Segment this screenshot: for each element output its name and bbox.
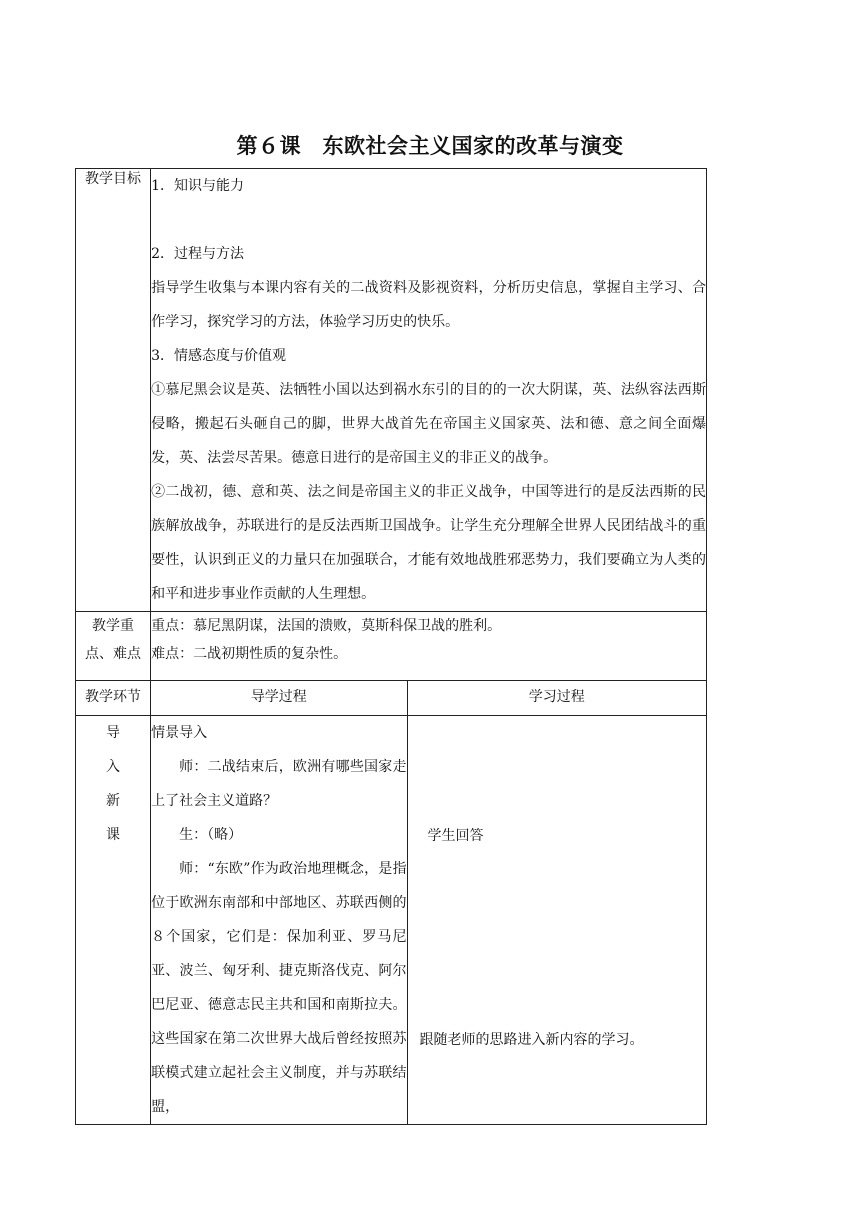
key-point: 重点：慕尼黑阴谋，法国的溃败，莫斯科保卫战的胜利。 bbox=[151, 618, 502, 634]
difficult-point: 难点：二战初期性质的复杂性。 bbox=[151, 646, 348, 662]
goal-attitude-text-1: ①慕尼黑会议是英、法牺牲小国以达到祸水东引的目的的一次大阴谋，英、法纵容法西斯侵略，搬起石头砸自己的脚，世界大战首先在帝国主义国家英、法和德、意之间全面爆发，英、法尝尽苦果。德意日进行的是帝国主义的非正义的战争。 bbox=[151, 382, 706, 466]
goal-process-text: 指导学生收集与本课内容有关的二战资料及影视资料，分析历史信息，掌握自主学习、合作学习，探究学习的方法，体验学习历史的快乐。 bbox=[151, 280, 706, 330]
table-header-row bbox=[76, 681, 707, 716]
lesson-plan-table bbox=[75, 168, 707, 1125]
study-note-follow: 跟随老师的思路进入新内容的学习。 bbox=[419, 1032, 644, 1048]
header-study-process: 学习过程 bbox=[407, 681, 706, 716]
header-stage: 教学环节 bbox=[76, 681, 151, 716]
header-guide-process: 导学过程 bbox=[151, 681, 407, 716]
goal-heading-attitude: 3．情感态度与价值观 bbox=[151, 348, 287, 364]
goal-heading-knowledge: 1．知识与能力 bbox=[151, 178, 245, 194]
study-note-answer: 学生回答 bbox=[427, 828, 484, 844]
intro-row bbox=[76, 716, 707, 1125]
stage-intro-label: 导 入 新 课 bbox=[76, 716, 151, 1125]
student-answer: 生：（略） bbox=[179, 827, 243, 843]
teaching-goals-content bbox=[151, 169, 707, 612]
guide-process-content bbox=[151, 716, 407, 1125]
teaching-goals-row bbox=[76, 169, 707, 612]
key-points-row bbox=[76, 612, 707, 681]
teacher-explanation: 师：“东欧”作为政治地理概念，是指位于欧洲东南部和中部地区、苏联西侧的８个国家，它们是：保加利亚、罗马尼亚、波兰、匈牙利、捷克斯洛伐克、阿尔巴尼亚、德意志民主共和国和南斯拉夫。这些国家在第二次世界大战后曾经按照苏联模式建立起社会主义制度，并与苏联结盟， bbox=[151, 861, 407, 1115]
teaching-goals-label: 教学目标 bbox=[76, 169, 151, 612]
guide-heading: 情景导入 bbox=[151, 725, 208, 741]
goal-attitude-text-2: ②二战初，德、意和英、法之间是帝国主义的非正义战争，中国等进行的是反法西斯的民族解放战争，苏联进行的是反法西斯卫国战争。让学生充分理解全世界人民团结战斗的重要性，认识到正义的力量只在加强联合，才能有效地战胜邪恶势力，我们要确立为人类的和平和进步事业作贡献的人生理想。 bbox=[151, 484, 706, 602]
key-points-label: 教学重 点、难点 bbox=[76, 612, 151, 681]
key-points-content bbox=[151, 612, 707, 681]
teacher-question: 师：二战结束后，欧洲有哪些国家走上了社会主义道路？ bbox=[151, 759, 407, 809]
study-process-content bbox=[407, 716, 706, 1125]
page-title: 第６课 东欧社会主义国家的改革与演变 bbox=[236, 134, 624, 158]
goal-heading-process: 2．过程与方法 bbox=[151, 246, 245, 262]
